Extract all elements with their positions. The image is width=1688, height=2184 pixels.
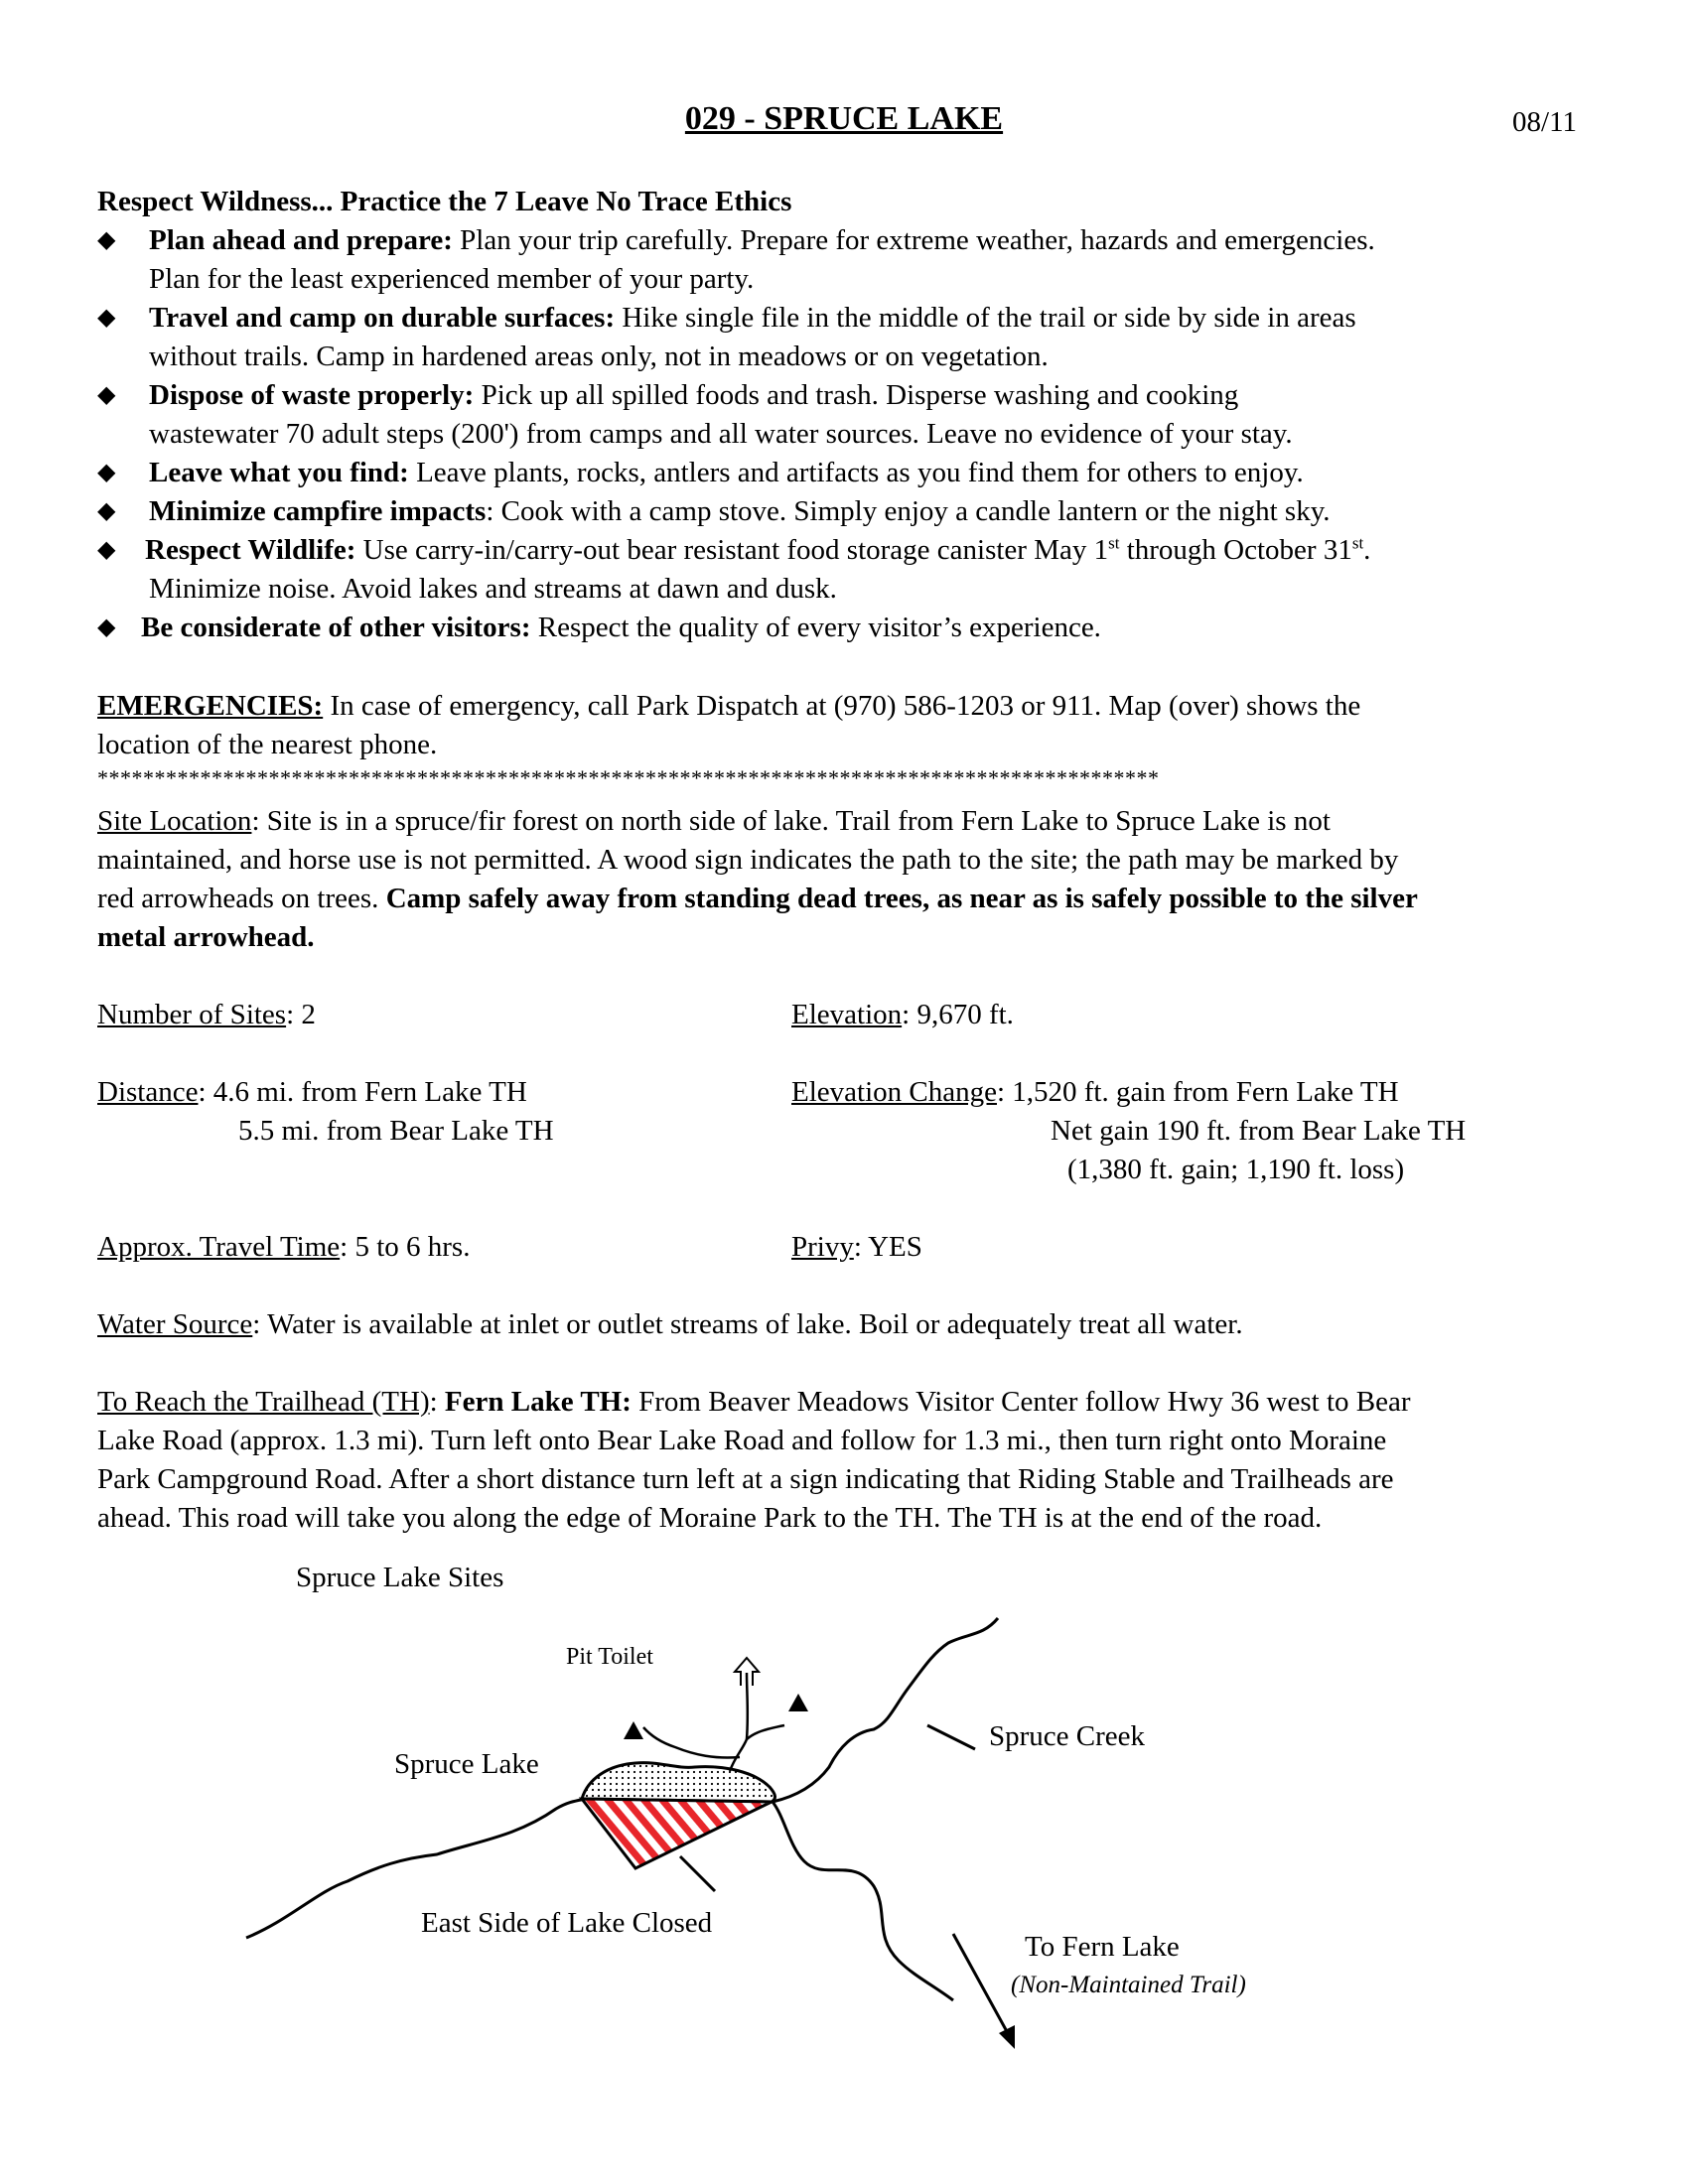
emergencies-label: EMERGENCIES: bbox=[97, 690, 324, 722]
diamond-bullet-icon: ◆ bbox=[97, 614, 116, 640]
lnt-item-7 bbox=[141, 609, 1101, 647]
lnt-heading: Respect Wildness... Practice the 7 Leave No Trace Ethics bbox=[97, 186, 792, 217]
distance-label: Distance bbox=[97, 1076, 199, 1108]
closed-area-leader bbox=[680, 1856, 715, 1891]
diamond-bullet-icon: ◆ bbox=[97, 305, 116, 331]
lnt-item-6 bbox=[145, 531, 1370, 570]
elevation bbox=[791, 996, 1014, 1034]
water-label: Water Source bbox=[97, 1308, 253, 1340]
closed-area-label: East Side of Lake Closed bbox=[421, 1907, 713, 1939]
page-title: 029 - SPRUCE LAKE bbox=[684, 100, 1004, 137]
spruce-creek-leader bbox=[927, 1725, 975, 1749]
closed-area bbox=[582, 1799, 772, 1868]
site-trail-east bbox=[730, 1725, 784, 1771]
travel-time-value: : 5 to 6 hrs. bbox=[340, 1231, 471, 1263]
elevation-label: Elevation bbox=[791, 999, 903, 1030]
elevation-change-value-1: : 1,520 ft. gain from Fern Lake TH bbox=[996, 1076, 1399, 1108]
lnt-item-3-line2: wastewater 70 adult steps (200') from camps and all water sources. Leave no evidence of your stay. bbox=[149, 418, 1293, 450]
water-text: : Water is available at inlet or outlet streams of lake. Boil or adequately treat all water. bbox=[252, 1308, 1243, 1340]
privy-value: : YES bbox=[853, 1231, 922, 1263]
site-location-text: : Site is in a spruce/fir forest on north side of lake. Trail from Fern Lake to Spruce Lake is not bbox=[251, 805, 1331, 837]
site-location-line1 bbox=[97, 802, 1331, 841]
number-of-sites bbox=[97, 996, 316, 1034]
elevation-change-value-3: (1,380 ft. gain; 1,190 ft. loss) bbox=[1067, 1154, 1405, 1185]
lnt-item-6-text-b: through October 31 bbox=[1119, 534, 1352, 566]
lnt-item-2-text: Hike single file in the middle of the trail or side by side in areas bbox=[615, 302, 1356, 334]
lnt-item-5 bbox=[149, 492, 1331, 531]
elevation-value: : 9,670 ft. bbox=[902, 999, 1014, 1030]
sites-label: Number of Sites bbox=[97, 999, 287, 1030]
travel-time bbox=[97, 1228, 470, 1267]
lnt-item-4-text: Leave plants, rocks, antlers and artifacts as you find them for others to enjoy. bbox=[408, 457, 1304, 488]
lnt-item-5-text: : Cook with a camp stove. Simply enjoy a candle lantern or the night sky. bbox=[486, 495, 1331, 527]
privy-label: Privy bbox=[791, 1231, 854, 1263]
site-location-line3 bbox=[97, 880, 1418, 918]
lnt-item-2-title: Travel and camp on durable surfaces: bbox=[149, 302, 616, 334]
emergencies-line1 bbox=[97, 687, 1360, 726]
site-map bbox=[0, 1549, 1688, 2105]
revision-date: 08/11 bbox=[1512, 106, 1577, 138]
diamond-bullet-icon: ◆ bbox=[97, 537, 116, 563]
trailhead-name: Fern Lake TH: bbox=[444, 1386, 632, 1418]
lnt-item-7-title: Be considerate of other visitors: bbox=[141, 612, 531, 643]
fern-lake-arrow-line bbox=[953, 1934, 1009, 2035]
lnt-item-6-line2: Minimize noise. Avoid lakes and streams at dawn and dusk. bbox=[149, 573, 837, 605]
site-location-line2: maintained, and horse use is not permitted. A wood sign indicates the path to the site; the path may be marked by bbox=[97, 844, 1399, 876]
trailhead-colon: : bbox=[429, 1386, 445, 1418]
lnt-item-6-text-a: Use carry-in/carry-out bear resistant food storage canister May 1 bbox=[355, 534, 1109, 566]
diamond-bullet-icon: ◆ bbox=[97, 460, 116, 485]
trailhead-line4: ahead. This road will take you along the edge of Moraine Park to the TH. The TH is at the end of the road. bbox=[97, 1502, 1323, 1534]
lnt-item-1-title: Plan ahead and prepare: bbox=[149, 224, 453, 256]
site-location-label: Site Location bbox=[97, 805, 252, 837]
diamond-bullet-icon: ◆ bbox=[97, 227, 116, 253]
superscript-st: st bbox=[1108, 533, 1120, 553]
travel-time-label: Approx. Travel Time bbox=[97, 1231, 341, 1263]
non-maintained-label: (Non-Maintained Trail) bbox=[1011, 1972, 1246, 1998]
lnt-item-1-line2: Plan for the least experienced member of your party. bbox=[149, 263, 755, 295]
spruce-creek-label: Spruce Creek bbox=[989, 1720, 1146, 1752]
site-location-line4: metal arrowhead. bbox=[97, 921, 315, 953]
trailhead-line3: Park Campground Road. After a short distance turn left at a sign indicating that Riding Stable and Trailheads are bbox=[97, 1463, 1394, 1495]
elevation-change-label: Elevation Change bbox=[791, 1076, 997, 1108]
emergencies-line2: location of the nearest phone. bbox=[97, 729, 438, 760]
privy bbox=[791, 1228, 922, 1267]
lnt-item-2-line2: without trails. Camp in hardened areas only, not in meadows or on vegetation. bbox=[149, 341, 1049, 372]
lnt-item-5-title: Minimize campfire impacts bbox=[149, 495, 487, 527]
trailhead-text-1: From Beaver Meadows Visitor Center follow Hwy 36 west to Bear bbox=[631, 1386, 1411, 1418]
spruce-lake-water bbox=[582, 1763, 775, 1802]
diamond-bullet-icon: ◆ bbox=[97, 498, 116, 524]
trailhead-line1 bbox=[97, 1383, 1411, 1422]
emergencies-text: In case of emergency, call Park Dispatch at (970) 586-1203 or 911. Map (over) shows the bbox=[323, 690, 1361, 722]
trailhead-label: To Reach the Trailhead (TH) bbox=[97, 1386, 430, 1418]
fern-lake-trail bbox=[773, 1802, 953, 2000]
site-trail-west bbox=[643, 1727, 740, 1758]
map-title: Spruce Lake Sites bbox=[296, 1562, 504, 1593]
site-location-text-3a: red arrowheads on trees. bbox=[97, 883, 386, 914]
pit-toilet-label: Pit Toilet bbox=[566, 1644, 653, 1670]
lnt-item-4 bbox=[149, 454, 1304, 492]
divider-stars: ********************************************************************************************* bbox=[97, 765, 1160, 790]
tent-site-icon bbox=[788, 1694, 808, 1711]
site-map-drawing bbox=[0, 1549, 1688, 2105]
lnt-item-3-text: Pick up all spilled foods and trash. Disperse washing and cooking bbox=[474, 379, 1239, 411]
site-location-warning: Camp safely away from standing dead trees, as near as is safely possible to the silver bbox=[385, 883, 1418, 914]
water-source bbox=[97, 1305, 1243, 1344]
distance bbox=[97, 1073, 527, 1112]
distance-value-1: : 4.6 mi. from Fern Lake TH bbox=[198, 1076, 527, 1108]
lnt-item-3-title: Dispose of waste properly: bbox=[149, 379, 475, 411]
tent-site-icon bbox=[624, 1721, 643, 1739]
lnt-item-4-title: Leave what you find: bbox=[149, 457, 409, 488]
lnt-item-7-text: Respect the quality of every visitor’s experience. bbox=[530, 612, 1101, 643]
elevation-change-value-2: Net gain 190 ft. from Bear Lake TH bbox=[1051, 1115, 1467, 1147]
trailhead-line2: Lake Road (approx. 1.3 mi). Turn left onto Bear Lake Road and follow for 1.3 mi., then turn right onto Moraine bbox=[97, 1425, 1387, 1456]
to-fern-lake-label: To Fern Lake bbox=[1025, 1931, 1180, 1963]
lnt-item-6-title: Respect Wildlife: bbox=[145, 534, 356, 566]
superscript-st: st bbox=[1351, 533, 1364, 553]
elevation-change bbox=[791, 1073, 1399, 1112]
lnt-item-2 bbox=[149, 299, 1356, 338]
distance-value-2: 5.5 mi. from Bear Lake TH bbox=[238, 1115, 554, 1147]
lnt-item-1-text: Plan your trip carefully. Prepare for extreme weather, hazards and emergencies. bbox=[452, 224, 1375, 256]
lnt-item-1 bbox=[149, 221, 1375, 260]
lnt-item-3 bbox=[149, 376, 1238, 415]
spruce-lake-label: Spruce Lake bbox=[394, 1748, 539, 1780]
diamond-bullet-icon: ◆ bbox=[97, 382, 116, 408]
sites-value: : 2 bbox=[286, 999, 316, 1030]
lnt-item-6-text-c: . bbox=[1363, 534, 1371, 566]
toilet-trail bbox=[747, 1673, 748, 1739]
